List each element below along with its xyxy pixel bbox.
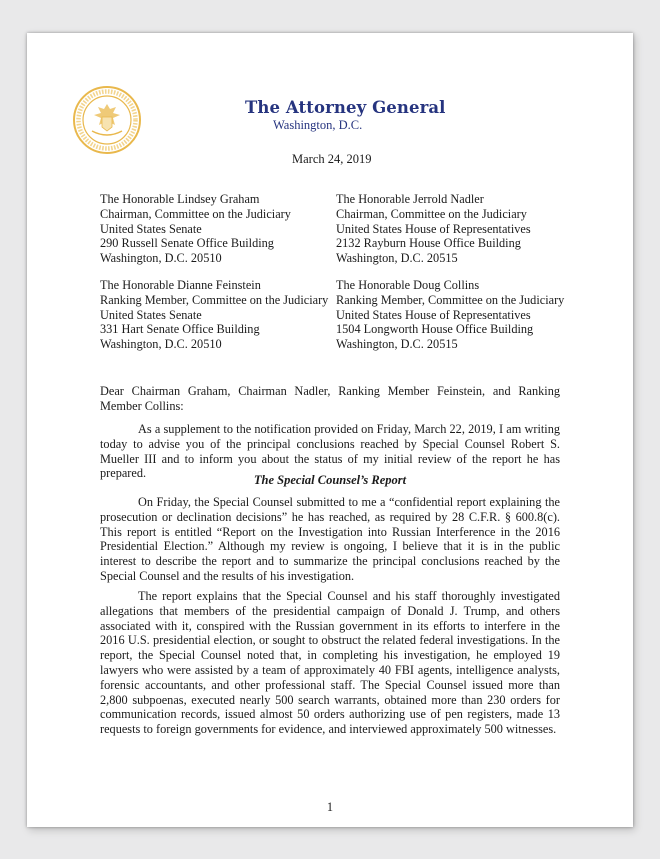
letter-page — [27, 33, 633, 827]
doj-seal-icon — [72, 85, 142, 155]
page-number: 1 — [326, 800, 334, 814]
paragraph-intro: As a supplement to the notification provided on Friday, March 22, 2019, I am writing today to advise you of the principal conclusions reached by Special Counsel Robert S. Mueller III and to inform you about the status of my initial review of the report he has prepared. — [100, 422, 560, 481]
section-heading: The Special Counsel’s Report — [253, 473, 407, 487]
recipient-address-nadler: The Honorable Jerrold Nadler Chairman, Committee on the Judiciary United States House of Representatives 2132 Rayburn House Office Building Washington, D.C. 20515 — [336, 192, 531, 266]
letterhead-city: Washington, D.C. — [273, 118, 363, 132]
letterhead-title: The Attorney General — [245, 98, 446, 117]
recipient-address-graham: The Honorable Lindsey Graham Chairman, Committee on the Judiciary United States Senate 290 Russell Senate Office Building Washington, D.C. 20510 — [100, 192, 291, 266]
recipient-address-collins: The Honorable Doug Collins Ranking Member, Committee on the Judiciary United States House of Representatives 1504 Longworth House Office Building Washington, D.C. 20515 — [336, 278, 565, 352]
paragraph-report-summary: On Friday, the Special Counsel submitted to me a “confidential report explaining the prosecution or declination decisions” he has reached, as required by 28 C.F.R. § 600.8(c). This report is entitled “Report on the Investigation into Russian Interference in the 2016 Presidential Election.” Although my review is ongoing, I believe that it is in the public interest to describe the report and to summarize the principal conclusions reached by the Special Counsel and the results of his investigation. — [100, 495, 560, 583]
recipient-address-feinstein: The Honorable Dianne Feinstein Ranking Member, Committee on the Judiciary United States Senate 331 Hart Senate Office Building Washington, D.C. 20510 — [100, 278, 329, 352]
paragraph-investigation-details: The report explains that the Special Counsel and his staff thoroughly investigated allegations that members of the presidential campaign of Donald J. Trump, and others associated with it, conspired with the Russian government in its efforts to interfere in the 2016 U.S. presidential election, or sought to obstruct the related federal investigations. In the report, the Special Counsel noted that, in completing his investigation, he employed 19 lawyers who were assisted by a team of approximately 40 FBI agents, intelligence analysts, forensic accountants, and other professional staff. The Special Counsel issued more than 2,800 subpoenas, executed nearly 500 search warrants, obtained more than 230 orders for communication records, issued almost 50 orders authorizing use of pen registers, made 13 requests to foreign governments for evidence, and interviewed approximately 500 witnesses. — [100, 589, 560, 737]
letter-date: March 24, 2019 — [292, 152, 372, 166]
salutation: Dear Chairman Graham, Chairman Nadler, Ranking Member Feinstein, and Ranking Member Collins: — [100, 384, 560, 413]
